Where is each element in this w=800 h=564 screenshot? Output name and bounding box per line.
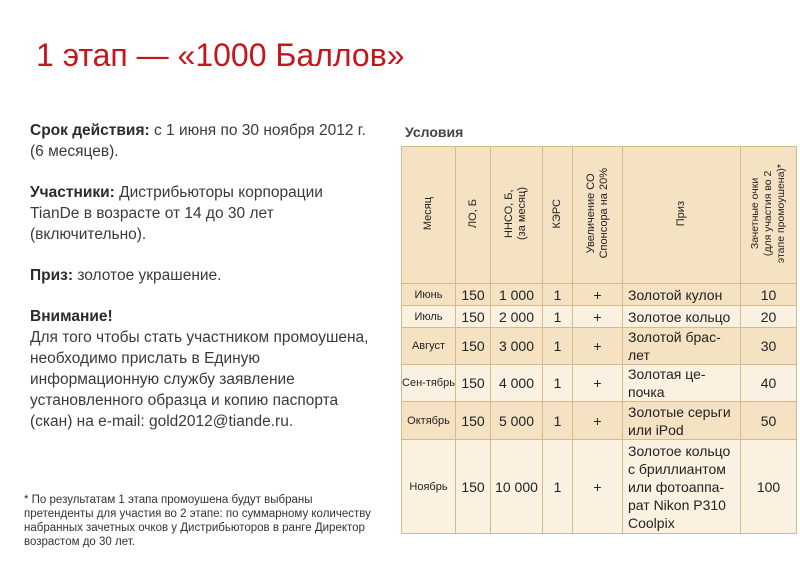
nnso-cell: 3 000 — [491, 328, 543, 365]
table-body — [402, 284, 797, 534]
conditions-table — [401, 146, 797, 534]
prize-cell: Золотое кольцо — [623, 306, 741, 328]
nnso-cell: 4 000 — [491, 365, 543, 402]
header-prize: Приз — [623, 147, 741, 284]
month-cell: Июнь — [402, 284, 456, 306]
sponsor-cell: + — [573, 440, 623, 534]
lo-cell: 150 — [456, 328, 491, 365]
prize-cell: Золотая це-почка — [623, 365, 741, 402]
sponsor-cell: + — [573, 284, 623, 306]
term-label: Срок действия: — [30, 122, 150, 139]
kers-cell: 1 — [543, 365, 573, 402]
month-cell: Июль — [402, 306, 456, 328]
sponsor-cell: + — [573, 402, 623, 440]
kers-cell: 1 — [543, 440, 573, 534]
term-paragraph — [30, 120, 375, 162]
table-header-row — [402, 147, 797, 284]
kers-cell: 1 — [543, 284, 573, 306]
kers-cell: 1 — [543, 402, 573, 440]
prize-paragraph — [30, 265, 375, 286]
sponsor-cell: + — [573, 365, 623, 402]
table-row — [402, 440, 797, 534]
prize-text: золотое украшение. — [73, 267, 222, 284]
table-row — [402, 402, 797, 440]
month-cell: Сен-тябрь — [402, 365, 456, 402]
nnso-cell: 10 000 — [491, 440, 543, 534]
points-cell: 50 — [741, 402, 797, 440]
header-month: Месяц — [402, 147, 456, 284]
prize-cell: Золотой кулон — [623, 284, 741, 306]
lo-cell: 150 — [456, 402, 491, 440]
footnote: * По результатам 1 этапа промоушена будут выбраны претенденты для участия во 2 этапе: по суммарному количеству набранных зачетных очков у Дистрибьюторов в ранге Директор возрастом до 30 лет. — [24, 494, 371, 548]
info-column — [30, 120, 375, 452]
header-lo: ЛО, Б — [456, 147, 491, 284]
attention-text: Для того чтобы стать участником промоушена, необходимо прислать в Единую информационную службу заявление установленного образца и копию паспорта (скан) на e-mail: gold2012@tiande.ru. — [30, 329, 369, 430]
table-row — [402, 306, 797, 328]
kers-cell: 1 — [543, 328, 573, 365]
prize-cell: Золотые серьги или iPod — [623, 402, 741, 440]
lo-cell: 150 — [456, 365, 491, 402]
table-row — [402, 284, 797, 306]
attention-paragraph — [30, 306, 375, 432]
nnso-cell: 2 000 — [491, 306, 543, 328]
points-cell: 30 — [741, 328, 797, 365]
nnso-cell: 1 000 — [491, 284, 543, 306]
prize-cell: Золотое кольцо с бриллиантом или фотоаппа-рат Nikon P310 Coolpix — [623, 440, 741, 534]
sponsor-cell: + — [573, 328, 623, 365]
participants-label: Участники: — [30, 184, 115, 201]
table-row — [402, 328, 797, 365]
lo-cell: 150 — [456, 306, 491, 328]
month-cell: Ноябрь — [402, 440, 456, 534]
points-cell: 40 — [741, 365, 797, 402]
kers-cell: 1 — [543, 306, 573, 328]
table-row — [402, 365, 797, 402]
lo-cell: 150 — [456, 284, 491, 306]
header-points: Зачетные очки (для участия во 2 этапе промоушена)* — [741, 147, 797, 284]
term-text: с 1 июня по 30 ноября 2012 г. (6 месяцев). — [30, 122, 366, 160]
attention-label: Внимание! — [30, 308, 113, 325]
points-cell: 20 — [741, 306, 797, 328]
participants-paragraph — [30, 182, 375, 245]
participants-text: Дистрибьюторы корпорации TianDe в возрасте от 14 до 30 лет (включительно). — [30, 184, 323, 243]
header-kers: КЭРС — [543, 147, 573, 284]
points-cell: 10 — [741, 284, 797, 306]
page-title: 1 этап — «1000 Баллов» — [36, 37, 405, 73]
header-nnso: ННСО, Б, (за месяц) — [491, 147, 543, 284]
conditions-heading: Условия — [405, 124, 464, 140]
nnso-cell: 5 000 — [491, 402, 543, 440]
sponsor-cell: + — [573, 306, 623, 328]
month-cell: Октябрь — [402, 402, 456, 440]
lo-cell: 150 — [456, 440, 491, 534]
month-cell: Август — [402, 328, 456, 365]
header-sponsor: Увеличение СО Спонсора на 20% — [573, 147, 623, 284]
points-cell: 100 — [741, 440, 797, 534]
prize-label: Приз: — [30, 267, 74, 284]
prize-cell: Золотой брас-лет — [623, 328, 741, 365]
